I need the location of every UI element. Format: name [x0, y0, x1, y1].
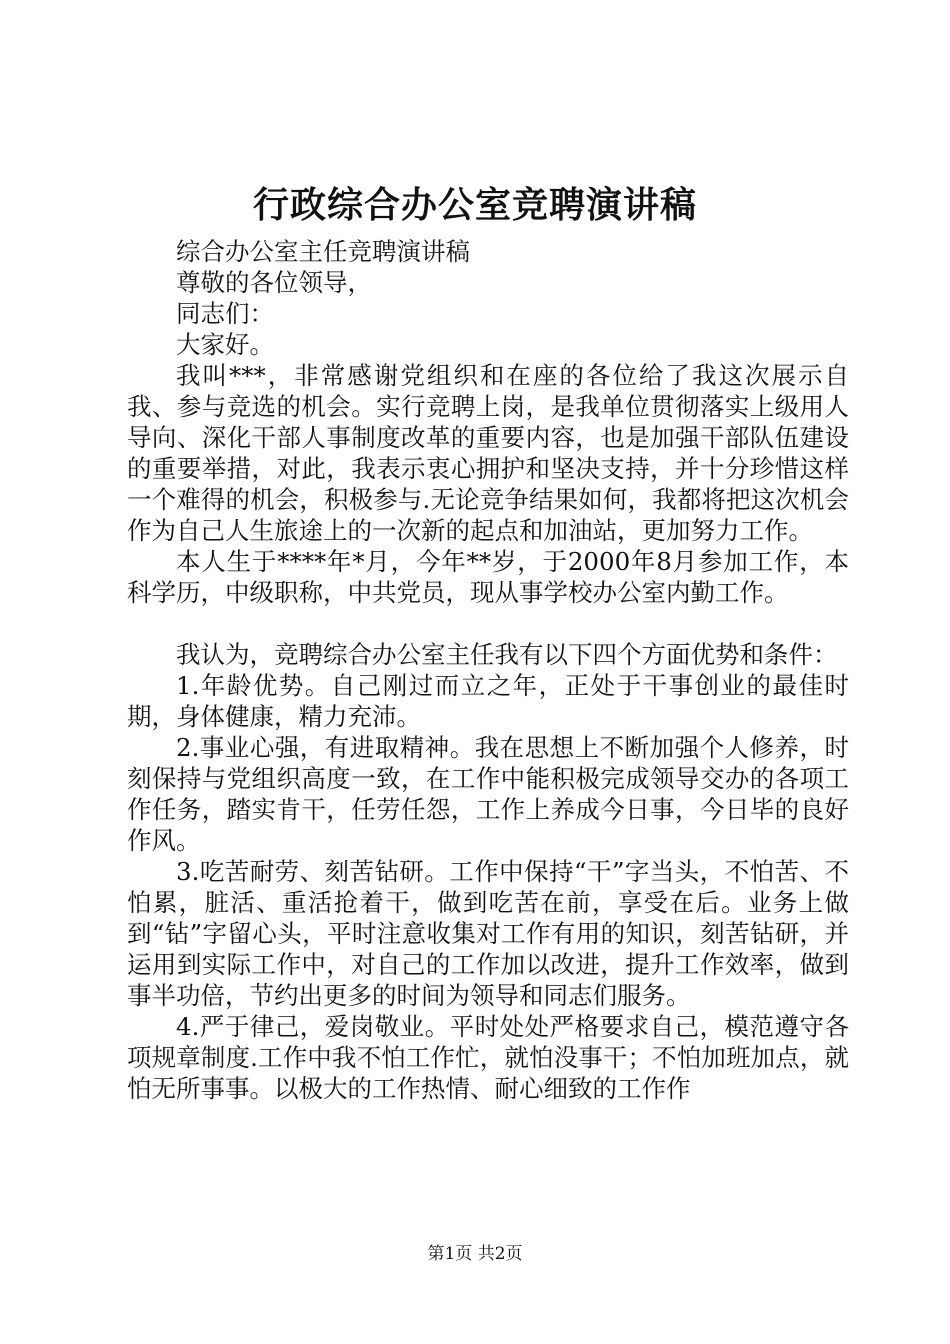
paragraph-greeting: 大家好。: [176, 330, 274, 359]
paragraph-salutation: 尊敬的各位领导，: [176, 268, 372, 297]
paragraph-intro: 我叫***，非常感谢党组织和在座的各位给了我这次展示自我、参与竞选的机会。实行竞聘上岗，是我单位贯彻落实上级用人导向、深化干部人事制度改革的重要内容，也是加强干部队伍建设的重要举措，对此，我表示衷心拥护和坚决支持，并十分珍惜这样一个难得的机会，积极参与.无论竞争结果如何，我都将把这次机会作为自己人生旅途上的一次新的起点和加油站，更加努力工作。: [127, 361, 849, 545]
paragraph-background: 本人生于****年*月，今年**岁，于2000年8月参加工作，本科学历，中级职称，中共党员，现从事学校办公室内勤工作。: [127, 547, 849, 607]
paragraph-advantage-3: 3.吃苦耐劳、刻苦钻研。工作中保持“干”字当头，不怕苦、不怕累，脏活、重活抢着干，做到吃苦在前，享受在后。业务上做到“钻”字留心头，平时注意收集对工作有用的知识，刻苦钻研，并运用到实际工作中，对自己的工作加以改进，提升工作效率，做到事半功倍，节约出更多的时间为领导和同志们服务。: [127, 857, 849, 1010]
document-title: 行政综合办公室竞聘演讲稿: [252, 184, 697, 226]
paragraph-blank: [127, 608, 849, 639]
document-body: [127, 236, 849, 1104]
page-footer: 第1页 共2页: [427, 1244, 523, 1264]
paragraph-advantage-2: 2.事业心强，有进取精神。我在思想上不断加强个人修养，时刻保持与党组织高度一致，在工作中能积极完成领导交办的各项工作任务，踏实肯干，任劳任怨，工作上养成今日事，今日毕的良好作风。: [127, 733, 849, 855]
paragraph-salutation-comrades: 同志们：: [176, 299, 274, 328]
paragraph-advantage-1: 1.年龄优势。自己刚过而立之年，正处于干事创业的最佳时期，身体健康，精力充沛。: [127, 671, 849, 731]
paragraph-advantages-lead: 我认为，竞聘综合办公室主任我有以下四个方面优势和条件：: [176, 640, 838, 669]
paragraph-subtitle: 综合办公室主任竞聘演讲稿: [176, 237, 470, 266]
paragraph-advantage-4: 4.严于律己，爱岗敬业。平时处处严格要求自己，模范遵守各项规章制度.工作中我不怕工作忙，就怕没事干；不怕加班加点，就怕无所事事。以极大的工作热情、耐心细致的工作作: [127, 1012, 849, 1103]
